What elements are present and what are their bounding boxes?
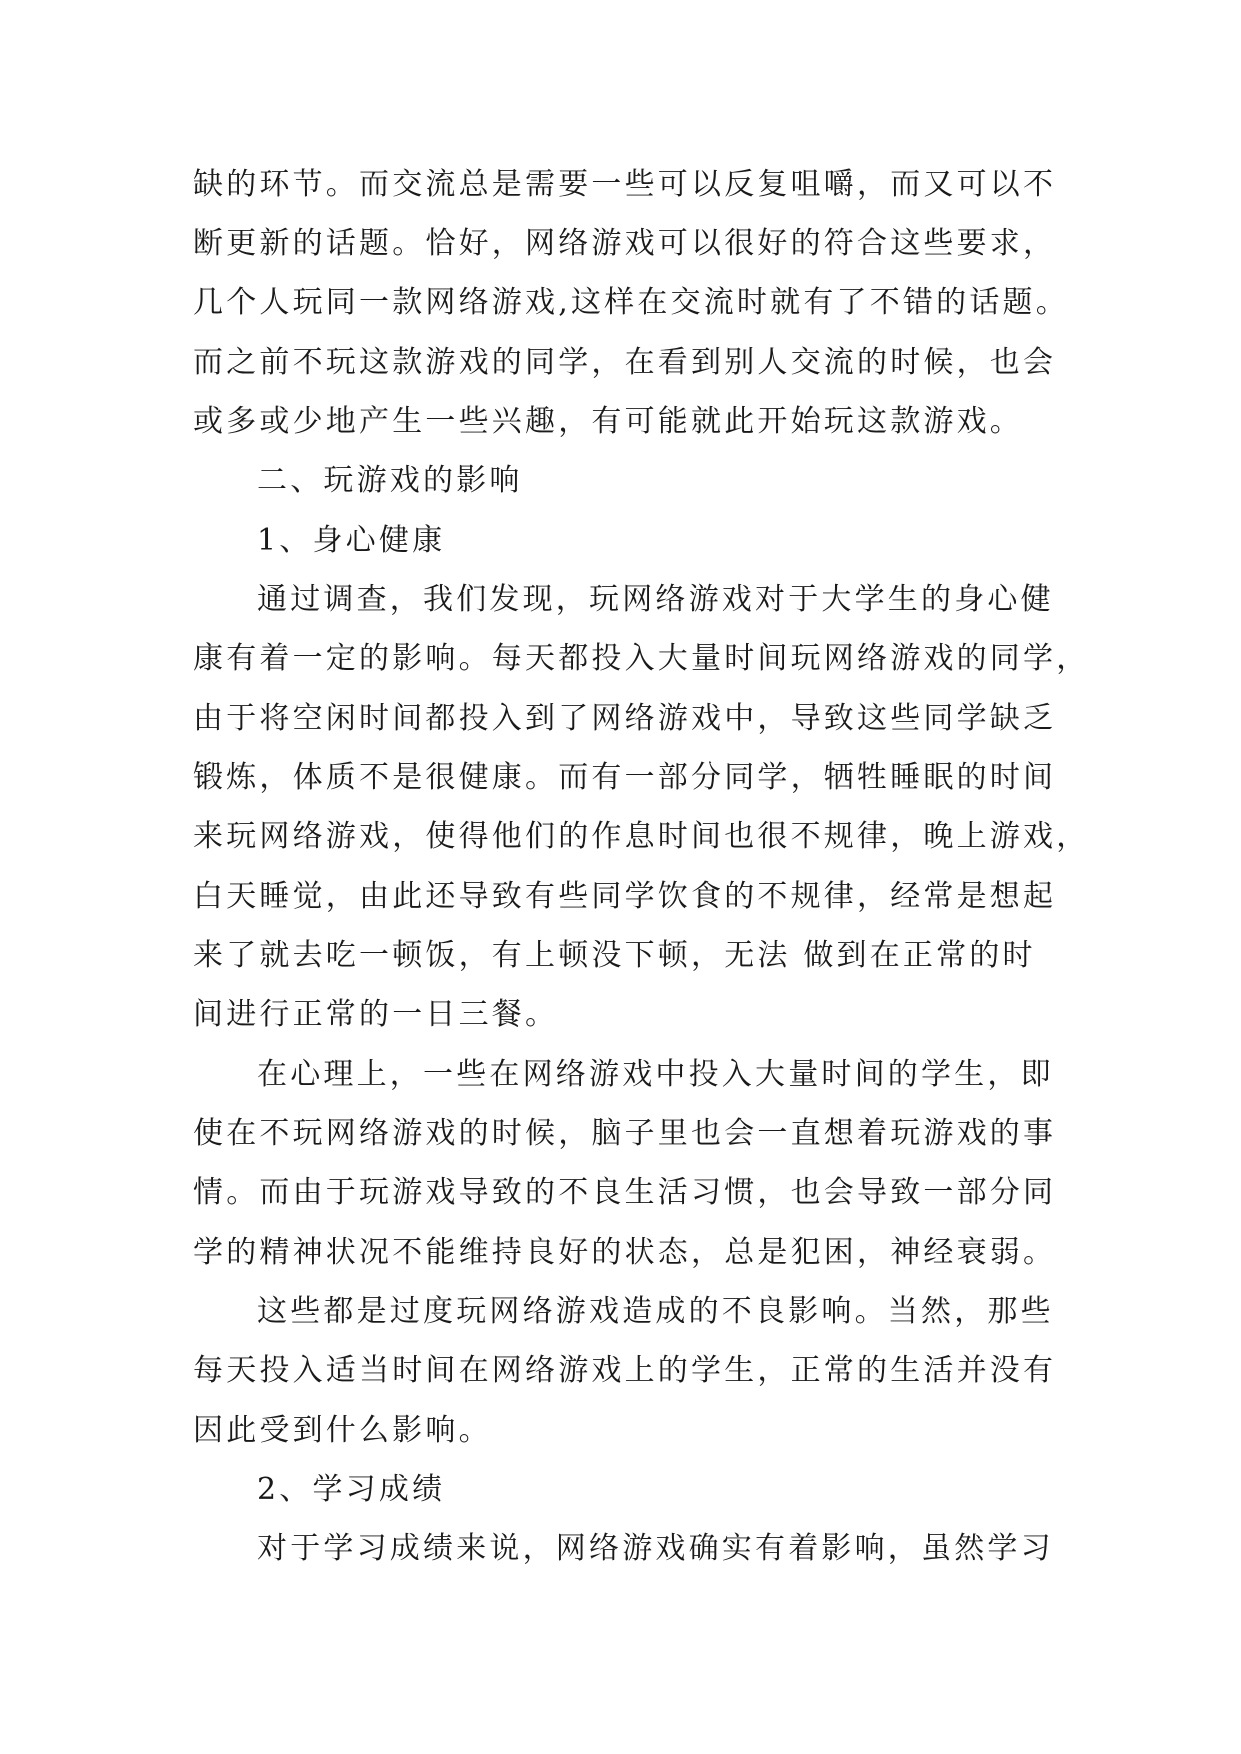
body-text-line: 白天睡觉，由此还导致有些同学饮食的不规律，经常是想起 — [193, 879, 1057, 914]
body-text-line: 康有着一定的影响。每天都投入大量时间玩网络游戏的同学， — [193, 641, 1090, 676]
body-text-line: 在心理上，一些在网络游戏中投入大量时间的学生，即 — [257, 1057, 1054, 1092]
body-text-line: 或多或少地产生一些兴趣，有可能就此开始玩这款游戏。 — [193, 404, 1023, 439]
body-text-line: 学的精神状况不能维持良好的状态，总是犯困，神经衰弱。 — [193, 1235, 1057, 1270]
body-text-line: 使在不玩网络游戏的时候，脑子里也会一直想着玩游戏的事 — [193, 1116, 1057, 1151]
body-text-line: 断更新的话题。恰好，网络游戏可以很好的符合这些要求， — [193, 226, 1057, 261]
body-text-line: 因此受到什么影响。 — [193, 1413, 492, 1448]
subsection-heading: 2、学习成绩 — [257, 1472, 446, 1507]
body-text-line: 而之前不玩这款游戏的同学，在看到别人交流的时候，也会 — [193, 345, 1057, 380]
subsection-heading: 1、身心健康 — [257, 523, 446, 558]
section-heading: 二、玩游戏的影响 — [257, 463, 523, 498]
body-text-line: 情。而由于玩游戏导致的不良生活习惯，也会导致一部分同 — [193, 1175, 1057, 1210]
body-text-line: 间进行正常的一日三餐。 — [193, 997, 559, 1032]
body-text-line: 对于学习成绩来说，网络游戏确实有着影响，虽然学习 — [257, 1531, 1054, 1566]
body-text-line: 来了就去吃一顿饭，有上顿没下顿，无法 做到在正常的时 — [193, 938, 1036, 973]
body-text-line: 来玩网络游戏，使得他们的作息时间也很不规律，晚上游戏， — [193, 819, 1090, 854]
body-text-line: 这些都是过度玩网络游戏造成的不良影响。当然，那些 — [257, 1294, 1054, 1329]
body-text-line: 锻炼，体质不是很健康。而有一部分同学，牺牲睡眠的时间 — [193, 760, 1057, 795]
body-text-line: 每天投入适当时间在网络游戏上的学生，正常的生活并没有 — [193, 1353, 1057, 1388]
body-text-line: 由于将空闲时间都投入到了网络游戏中，导致这些同学缺乏 — [193, 701, 1057, 736]
body-text-line: 通过调查，我们发现，玩网络游戏对于大学生的身心健 — [257, 582, 1054, 617]
body-text-line: 缺的环节。而交流总是需要一些可以反复咀嚼，而又可以不 — [193, 167, 1057, 202]
body-text-line: 几个人玩同一款网络游戏,这样在交流时就有了不错的话题。 — [193, 285, 1069, 320]
